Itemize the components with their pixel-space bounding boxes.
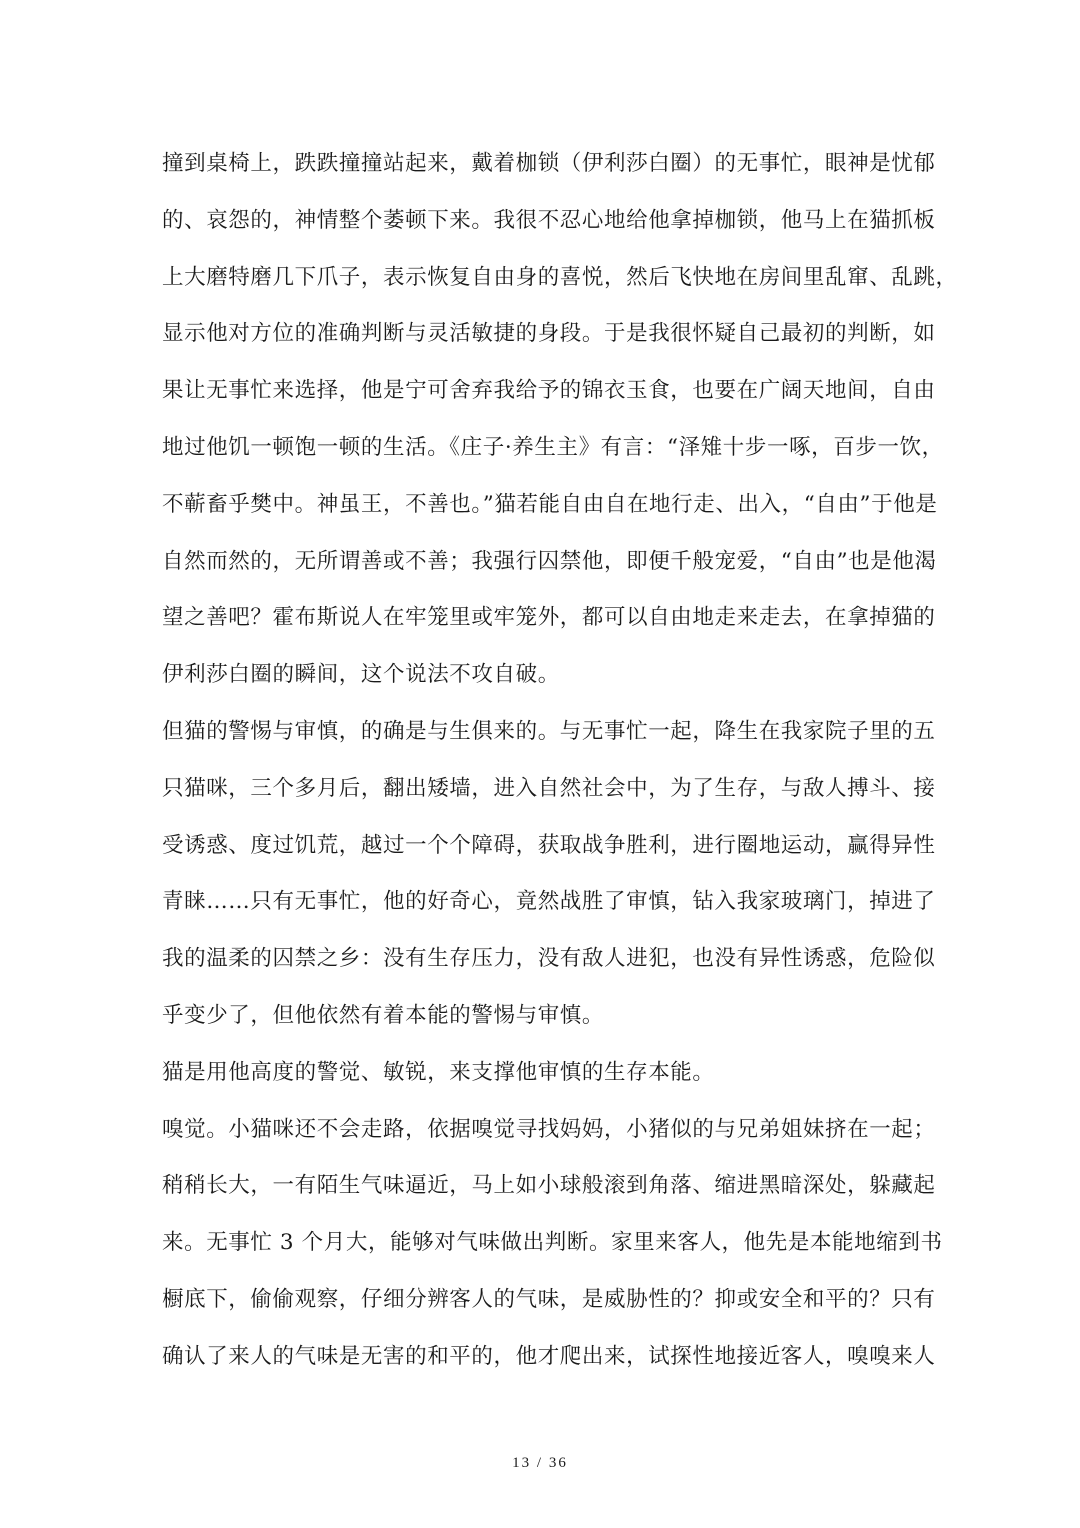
text-line: 地过他饥一顿饱一顿的生活。《庄子·养生主》有言：“泽雉十步一啄，百步一饮，	[162, 434, 944, 460]
text-line: 但猫的警惕与审慎，的确是与生俱来的。与无事忙一起，降生在我家院子里的五	[162, 718, 936, 744]
text-line: 橱底下，偷偷观察，仔细分辨客人的气味，是威胁性的？抑或安全和平的？只有	[162, 1286, 936, 1312]
text-line: 稍稍长大，一有陌生气味逼近，马上如小球般滚到角落、缩进黑暗深处，躲藏起	[162, 1173, 936, 1199]
text-line: 望之善吧？霍布斯说人在牢笼里或牢笼外，都可以自由地走来走去，在拿掉猫的	[162, 605, 936, 631]
text-line: 显示他对方位的准确判断与灵活敏捷的身段。于是我很怀疑自己最初的判断，如	[162, 321, 936, 347]
text-line: 嗅觉。小猫咪还不会走路，依据嗅觉寻找妈妈，小猪似的与兄弟姐妹挤在一起；	[162, 1116, 936, 1142]
text-line: 果让无事忙来选择，他是宁可舍弃我给予的锦衣玉食，也要在广阔天地间，自由	[162, 378, 936, 404]
text-line: 我的温柔的囚禁之乡：没有生存压力，没有敌人进犯，也没有异性诱惑，危险似	[162, 946, 936, 972]
text-line: 不蕲畜乎樊中。神虽王，不善也。”猫若能自由自在地行走、出入，“自由”于他是	[162, 491, 938, 517]
text-line: 撞到桌椅上，跌跌撞撞站起来，戴着枷锁（伊利莎白圈）的无事忙，眼神是忧郁	[162, 151, 936, 176]
text-line: 猫是用他高度的警觉、敏锐，来支撑他审慎的生存本能。	[162, 1059, 715, 1085]
text-line: 只猫咪，三个多月后，翻出矮墙，进入自然社会中，为了生存，与敌人搏斗、接	[162, 775, 936, 801]
page-number: 13 / 36	[512, 1455, 568, 1471]
text-line: 自然而然的，无所谓善或不善；我强行囚禁他，即便千般宠爱，“自由”也是他渴	[162, 548, 937, 574]
text-line: 青睐……只有无事忙，他的好奇心，竟然战胜了审慎，钻入我家玻璃门，掉进了	[162, 889, 936, 915]
text-line: 的、哀怨的，神情整个萎顿下来。我很不忍心地给他拿掉枷锁，他马上在猫抓板	[162, 207, 936, 233]
text-line: 确认了来人的气味是无害的和平的，他才爬出来，试探性地接近客人，嗅嗅来人	[162, 1343, 936, 1369]
text-line: 来。无事忙 3 个月大，能够对气味做出判断。家里来客人，他先是本能地缩到书	[162, 1230, 943, 1256]
text-line: 伊利莎白圈的瞬间，这个说法不攻自破。	[162, 662, 560, 688]
body-text	[162, 136, 958, 1386]
text-line: 乎变少了，但他依然有着本能的警惕与审慎。	[162, 1002, 605, 1028]
text-line: 受诱惑、度过饥荒，越过一个个障碍，获取战争胜利，进行圈地运动，赢得异性	[162, 832, 936, 858]
text-line: 上大磨特磨几下爪子，表示恢复自由身的喜悦，然后飞快地在房间里乱窜、乱跳，	[162, 264, 958, 290]
